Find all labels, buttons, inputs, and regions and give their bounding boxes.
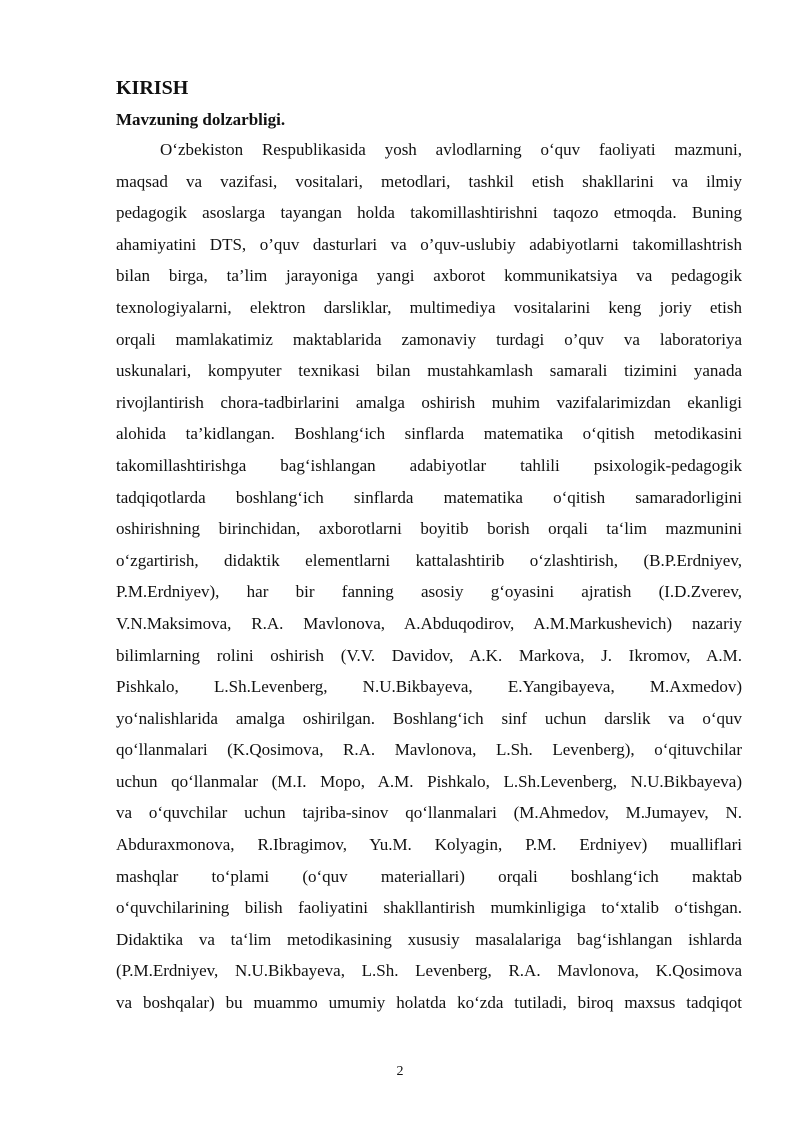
paragraph-line: P.M.Erdniyev), har bir fanning asosiy g‘oyasini ajratish (I.D.Zverev,	[116, 582, 742, 602]
paragraph-line: texnologiyalarni, elektron darsliklar, multimediya vositalarini keng joriy etish	[116, 297, 742, 317]
paragraph-line: o‘zgartirish, didaktik elementlarni kattalashtirib o‘zlashtirish, (B.P.Erdniyev,	[116, 550, 742, 570]
paragraph-line: oshirishning birinchidan, axborotlarni boyitib borish orqali ta‘lim mazmunini	[116, 519, 742, 539]
paragraph-line: uskunalari, kompyuter texnikasi bilan mustahkamlash samarali tizimini yanada	[116, 361, 742, 381]
paragraph-line: va o‘quvchilar uchun tajriba-sinov qo‘llanmalari (M.Ahmedov, M.Jumayev, N.	[116, 803, 742, 823]
paragraph-line: bilimlarning rolini oshirish (V.V. Davidov, A.K. Markova, J. Ikromov, A.M.	[116, 645, 742, 665]
paragraph-line: bilan birga, ta’lim jarayoniga yangi axborot kommunikatsiya va pedagogik	[116, 266, 742, 286]
paragraph-line: o‘quvchilarining bilish faoliyatini shakllantirish mumkinligiga to‘xtalib o‘tishgan.	[116, 898, 742, 918]
paragraph-line: (P.M.Erdniyev, N.U.Bikbayeva, L.Sh. Levenberg, R.A. Mavlonova, K.Qosimova	[116, 961, 742, 981]
page-number: 2	[396, 1064, 404, 1079]
paragraph-line: Pishkalo, L.Sh.Levenberg, N.U.Bikbayeva, E.Yangibayeva, M.Axmedov)	[116, 677, 742, 697]
paragraph-line: O‘zbekiston Respublikasida yosh avlodlarning o‘quv faoliyati mazmuni,	[160, 140, 742, 159]
paragraph-line: alohida ta’kidlangan. Boshlang‘ich sinflarda matematika o‘qitish metodikasini	[116, 424, 742, 444]
paragraph-line: maqsad va vazifasi, vositalari, metodlari, tashkil etish shakllarini va ilmiy	[116, 171, 742, 191]
paragraph-line: uchun qo‘llanmalar (M.I. Mopo, A.M. Pishkalo, L.Sh.Levenberg, N.U.Bikbayeva)	[116, 771, 742, 791]
paragraph-line: tadqiqotlarda boshlang‘ich sinflarda matematika o‘qitish samaradorligini	[116, 487, 742, 507]
paragraph-line: Didaktika va ta‘lim metodikasining xususiy masalalariga bag‘ishlangan ishlarda	[116, 929, 742, 949]
paragraph-line: mashqlar to‘plami (o‘quv materiallari) orqali boshlang‘ich maktab	[116, 866, 742, 886]
paragraph-line: qo‘llanmalari (K.Qosimova, R.A. Mavlonova, L.Sh. Levenberg), o‘qituvchilar	[116, 740, 742, 760]
paragraph-line: ahamiyatini DTS, o’quv dasturlari va o’quv-uslubiy adabiyotlarni takomillashtrish	[116, 234, 742, 254]
document-page	[116, 74, 742, 1019]
section-heading: KIRISH	[116, 77, 189, 99]
paragraph-line: Abduraxmonova, R.Ibragimov, Yu.M. Kolyagin, P.M. Erdniyev) mualliflari	[116, 835, 742, 855]
paragraph-line: orqali mamlakatimiz maktablarida zamonaviy turdagi o’quv va laboratoriya	[116, 329, 742, 349]
paragraph-line: V.N.Maksimova, R.A. Mavlonova, A.Abduqodirov, A.M.Markushevich) nazariy	[116, 613, 742, 633]
paragraph-line: pedagogik asoslarga tayangan holda takomillashtirishni taqozo etmoqda. Buning	[116, 203, 742, 223]
body-paragraph	[116, 134, 742, 1019]
section-subheading: Mavzuning dolzarbligi.	[116, 110, 286, 129]
paragraph-line: takomillashtirishga bag‘ishlangan adabiyotlar tahlili psixologik-pedagogik	[116, 455, 742, 475]
paragraph-line: yo‘nalishlarida amalga oshirilgan. Boshlang‘ich sinf uchun darslik va o‘quv	[116, 708, 742, 728]
paragraph-line: va boshqalar) bu muammo umumiy holatda ko‘zda tutiladi, biroq maxsus tadqiqot	[116, 993, 742, 1013]
paragraph-line: rivojlantirish chora-tadbirlarini amalga oshirish muhim vazifalarimizdan ekanligi	[116, 392, 742, 412]
